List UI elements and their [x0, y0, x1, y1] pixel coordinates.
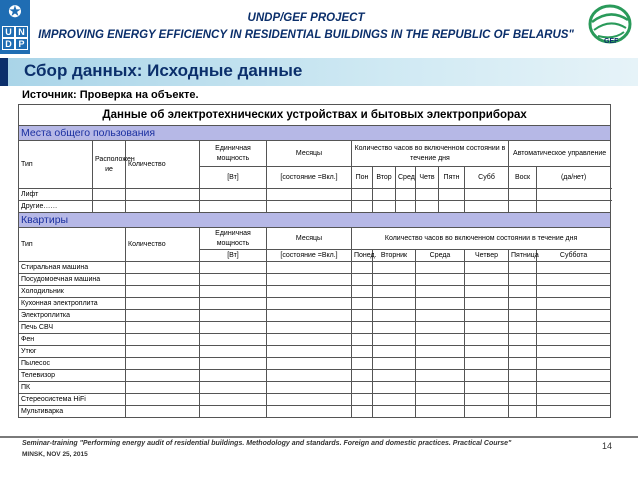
table-cell — [352, 382, 373, 394]
table-cell — [465, 334, 509, 346]
table-cell — [126, 346, 200, 358]
table-cell — [373, 298, 416, 310]
col-header-auto-control: Автоматическое управление — [509, 141, 611, 167]
table-cell — [352, 394, 373, 406]
day-header: Четвер — [465, 250, 509, 262]
table-row — [19, 382, 611, 394]
table-cell — [373, 334, 416, 346]
table-cell — [416, 274, 465, 286]
table-cell — [537, 406, 611, 418]
row-label: Холодильник — [19, 286, 126, 298]
day-header: Пятница — [509, 250, 537, 262]
table-cell — [509, 346, 537, 358]
col-header-months: Месяцы — [267, 141, 352, 167]
table-cell — [352, 286, 373, 298]
day-header: Вторник — [373, 250, 416, 262]
table-cell — [416, 322, 465, 334]
table-row — [19, 262, 611, 274]
table-cell — [200, 334, 267, 346]
table-cell — [465, 310, 509, 322]
table-cell — [267, 298, 352, 310]
table-cell — [126, 322, 200, 334]
table-cell — [416, 394, 465, 406]
unit-months: [состояние =Вкл.] — [267, 167, 352, 189]
table-cell — [416, 310, 465, 322]
table-cell — [416, 406, 465, 418]
table-cell — [267, 274, 352, 286]
un-emblem-icon: ✪ — [8, 4, 22, 21]
row-label: Стиральная машина — [19, 262, 126, 274]
table-row — [19, 346, 611, 358]
undp-logo — [0, 0, 30, 54]
table-cell — [373, 274, 416, 286]
table-cell — [509, 334, 537, 346]
unit-months: [состояние =Вкл.] — [267, 250, 352, 262]
table-cell — [352, 370, 373, 382]
col-header-quantity: Количество — [126, 228, 200, 262]
table-cell — [126, 406, 200, 418]
table-cell — [416, 358, 465, 370]
table-cell — [537, 394, 611, 406]
table-cell — [537, 274, 611, 286]
table-cell — [465, 358, 509, 370]
row-label: ПК — [19, 382, 126, 394]
table-row — [19, 394, 611, 406]
table-cell — [373, 322, 416, 334]
table-cell — [465, 370, 509, 382]
table-cell — [537, 370, 611, 382]
day-header: Воск — [509, 167, 537, 189]
table-cell — [465, 382, 509, 394]
table-row — [19, 298, 611, 310]
row-label: Стереосистема HiFi — [19, 394, 126, 406]
table-cell — [537, 310, 611, 322]
table-cell — [509, 298, 537, 310]
slide-header — [0, 0, 638, 54]
table-cell — [537, 262, 611, 274]
project-title — [36, 10, 576, 44]
slide-title: Сбор данных: Исходные данные — [24, 61, 303, 80]
day-header: Среда — [416, 250, 465, 262]
table-cell — [509, 382, 537, 394]
table-cell — [509, 274, 537, 286]
table-cell — [267, 394, 352, 406]
table-cell — [200, 310, 267, 322]
table-cell — [373, 406, 416, 418]
footer-seminar: Seminar-training "Performing energy audit of residential buildings. Methodology and standards. Foreign and domestic practices. Practical Course" — [22, 440, 512, 447]
day-header: Пон — [352, 167, 373, 189]
row-label: Фен — [19, 334, 126, 346]
footer-date: MINSK, NOV 25, 2015 — [22, 451, 88, 458]
table-cell — [200, 322, 267, 334]
day-header: Понед. — [352, 250, 373, 262]
table-cell — [126, 382, 200, 394]
table-cell — [416, 298, 465, 310]
table-cell — [267, 334, 352, 346]
table-cell — [373, 394, 416, 406]
table-cell — [373, 346, 416, 358]
project-title-line1: UNDP/GEF PROJECT — [247, 12, 365, 24]
table-row — [19, 358, 611, 370]
undp-letter: U — [2, 26, 15, 38]
col-header-type: Тип — [19, 228, 126, 262]
table-cell — [537, 286, 611, 298]
table-row — [19, 406, 611, 418]
table-cell — [465, 406, 509, 418]
table-cell — [126, 358, 200, 370]
col-header-quantity: Количество — [126, 141, 200, 189]
table-row — [19, 274, 611, 286]
table-cell — [126, 394, 200, 406]
day-header: Суббота — [537, 250, 611, 262]
col-header-hours: Количество часов во включенном состоянии в течение дня — [352, 228, 611, 250]
gef-label: GEF — [604, 38, 619, 45]
day-header: Четв — [416, 167, 439, 189]
row-label: Утюг — [19, 346, 126, 358]
table-cell — [537, 358, 611, 370]
table-cell — [373, 310, 416, 322]
table-cell — [537, 334, 611, 346]
undp-letters — [2, 26, 28, 50]
table-cell — [416, 262, 465, 274]
table-cell — [373, 382, 416, 394]
section-common-areas: Места общего пользования — [19, 126, 611, 141]
table-cell — [352, 310, 373, 322]
day-header: Втор — [373, 167, 396, 189]
table-title: Данные об электротехнических устройствах и бытовых электроприборах — [19, 105, 611, 126]
footer-divider — [0, 436, 638, 438]
row-label: Электроплитка — [19, 310, 126, 322]
table-cell — [416, 334, 465, 346]
day-header: Пятн — [439, 167, 465, 189]
col-header-location: Расположен ие — [93, 141, 126, 189]
table-cell — [509, 406, 537, 418]
table-cell — [352, 334, 373, 346]
table-cell — [352, 406, 373, 418]
table-cell — [126, 310, 200, 322]
slide-title-bar — [0, 58, 638, 86]
table-cell — [509, 322, 537, 334]
table-cell — [352, 262, 373, 274]
table-cell — [465, 322, 509, 334]
table-cell — [352, 358, 373, 370]
table-cell — [200, 262, 267, 274]
table-row — [19, 310, 611, 322]
table-cell — [126, 286, 200, 298]
table-cell — [352, 322, 373, 334]
title-accent — [0, 58, 8, 86]
table-cell — [200, 382, 267, 394]
table-cell — [465, 394, 509, 406]
table-cell — [416, 286, 465, 298]
table-cell — [126, 334, 200, 346]
project-title-line2: IMPROVING ENERGY EFFICIENCY IN RESIDENTIAL BUILDINGS IN THE REPUBLIC OF BELARUS" — [38, 29, 574, 41]
table-cell — [373, 262, 416, 274]
table-cell — [509, 310, 537, 322]
table-cell — [509, 394, 537, 406]
day-header: Сред — [396, 167, 416, 189]
row-label: Телевизор — [19, 370, 126, 382]
table-cell — [200, 274, 267, 286]
row-label: Кухонная электроплита — [19, 298, 126, 310]
row-label: Другие…… — [19, 201, 93, 213]
table-cell — [537, 298, 611, 310]
table-cell — [352, 274, 373, 286]
table-cell — [509, 286, 537, 298]
table-row — [19, 286, 611, 298]
row-label: Мультиварка — [19, 406, 126, 418]
day-header: Субб — [465, 167, 509, 189]
table-row — [19, 334, 611, 346]
unit-power: [Вт] — [200, 250, 267, 262]
row-label: Пылесос — [19, 358, 126, 370]
table-cell — [416, 346, 465, 358]
table-cell — [352, 298, 373, 310]
table-cell — [126, 274, 200, 286]
table-cell — [373, 370, 416, 382]
table-cell — [537, 382, 611, 394]
table-cell — [126, 298, 200, 310]
table-cell — [200, 406, 267, 418]
table-cell — [267, 358, 352, 370]
undp-letter: D — [2, 38, 15, 50]
col-header-power: Единичная мощность — [200, 141, 267, 167]
table-cell — [465, 274, 509, 286]
table-cell — [267, 322, 352, 334]
table-cell — [465, 262, 509, 274]
row-label: Печь СВЧ — [19, 322, 126, 334]
table-cell — [267, 406, 352, 418]
source-note: Источник: Проверка на объекте. — [22, 89, 199, 101]
table-row — [19, 322, 611, 334]
table-cell — [416, 370, 465, 382]
unit-power: [Вт] — [200, 167, 267, 189]
table-cell — [267, 310, 352, 322]
table-cell — [267, 262, 352, 274]
table-cell — [200, 346, 267, 358]
table-cell — [373, 286, 416, 298]
table-row — [19, 201, 611, 213]
page-number: 14 — [602, 441, 613, 451]
table-cell — [267, 382, 352, 394]
undp-letter: P — [15, 38, 28, 50]
table-cell — [126, 262, 200, 274]
table-cell — [267, 346, 352, 358]
table-cell — [200, 286, 267, 298]
table-cell — [126, 370, 200, 382]
table-cell — [465, 298, 509, 310]
table-cell — [465, 286, 509, 298]
table-row — [19, 189, 611, 201]
table-cell — [267, 370, 352, 382]
table-cell — [200, 298, 267, 310]
table-cell — [537, 346, 611, 358]
table-cell — [200, 370, 267, 382]
appliance-data-table — [18, 104, 611, 418]
table-cell — [509, 358, 537, 370]
row-label: Посудомоечная машина — [19, 274, 126, 286]
table-cell — [200, 358, 267, 370]
col-header-type: Тип — [19, 141, 93, 189]
table-cell — [352, 346, 373, 358]
table-cell — [416, 382, 465, 394]
section-apartments: Квартиры — [19, 213, 611, 228]
table-cell — [267, 286, 352, 298]
row-label: Лифт — [19, 189, 93, 201]
table-cell — [200, 394, 267, 406]
col-header-months: Месяцы — [267, 228, 352, 250]
unit-auto-control: (да/нет) — [537, 167, 611, 189]
table-cell — [373, 358, 416, 370]
table-cell — [465, 346, 509, 358]
undp-letter: N — [15, 26, 28, 38]
table-cell — [509, 262, 537, 274]
table-cell — [537, 322, 611, 334]
table-cell — [509, 370, 537, 382]
table-row — [19, 370, 611, 382]
col-header-power: Единичная мощность — [200, 228, 267, 250]
col-header-hours: Количество часов во включенном состоянии в течение дня — [352, 141, 509, 167]
